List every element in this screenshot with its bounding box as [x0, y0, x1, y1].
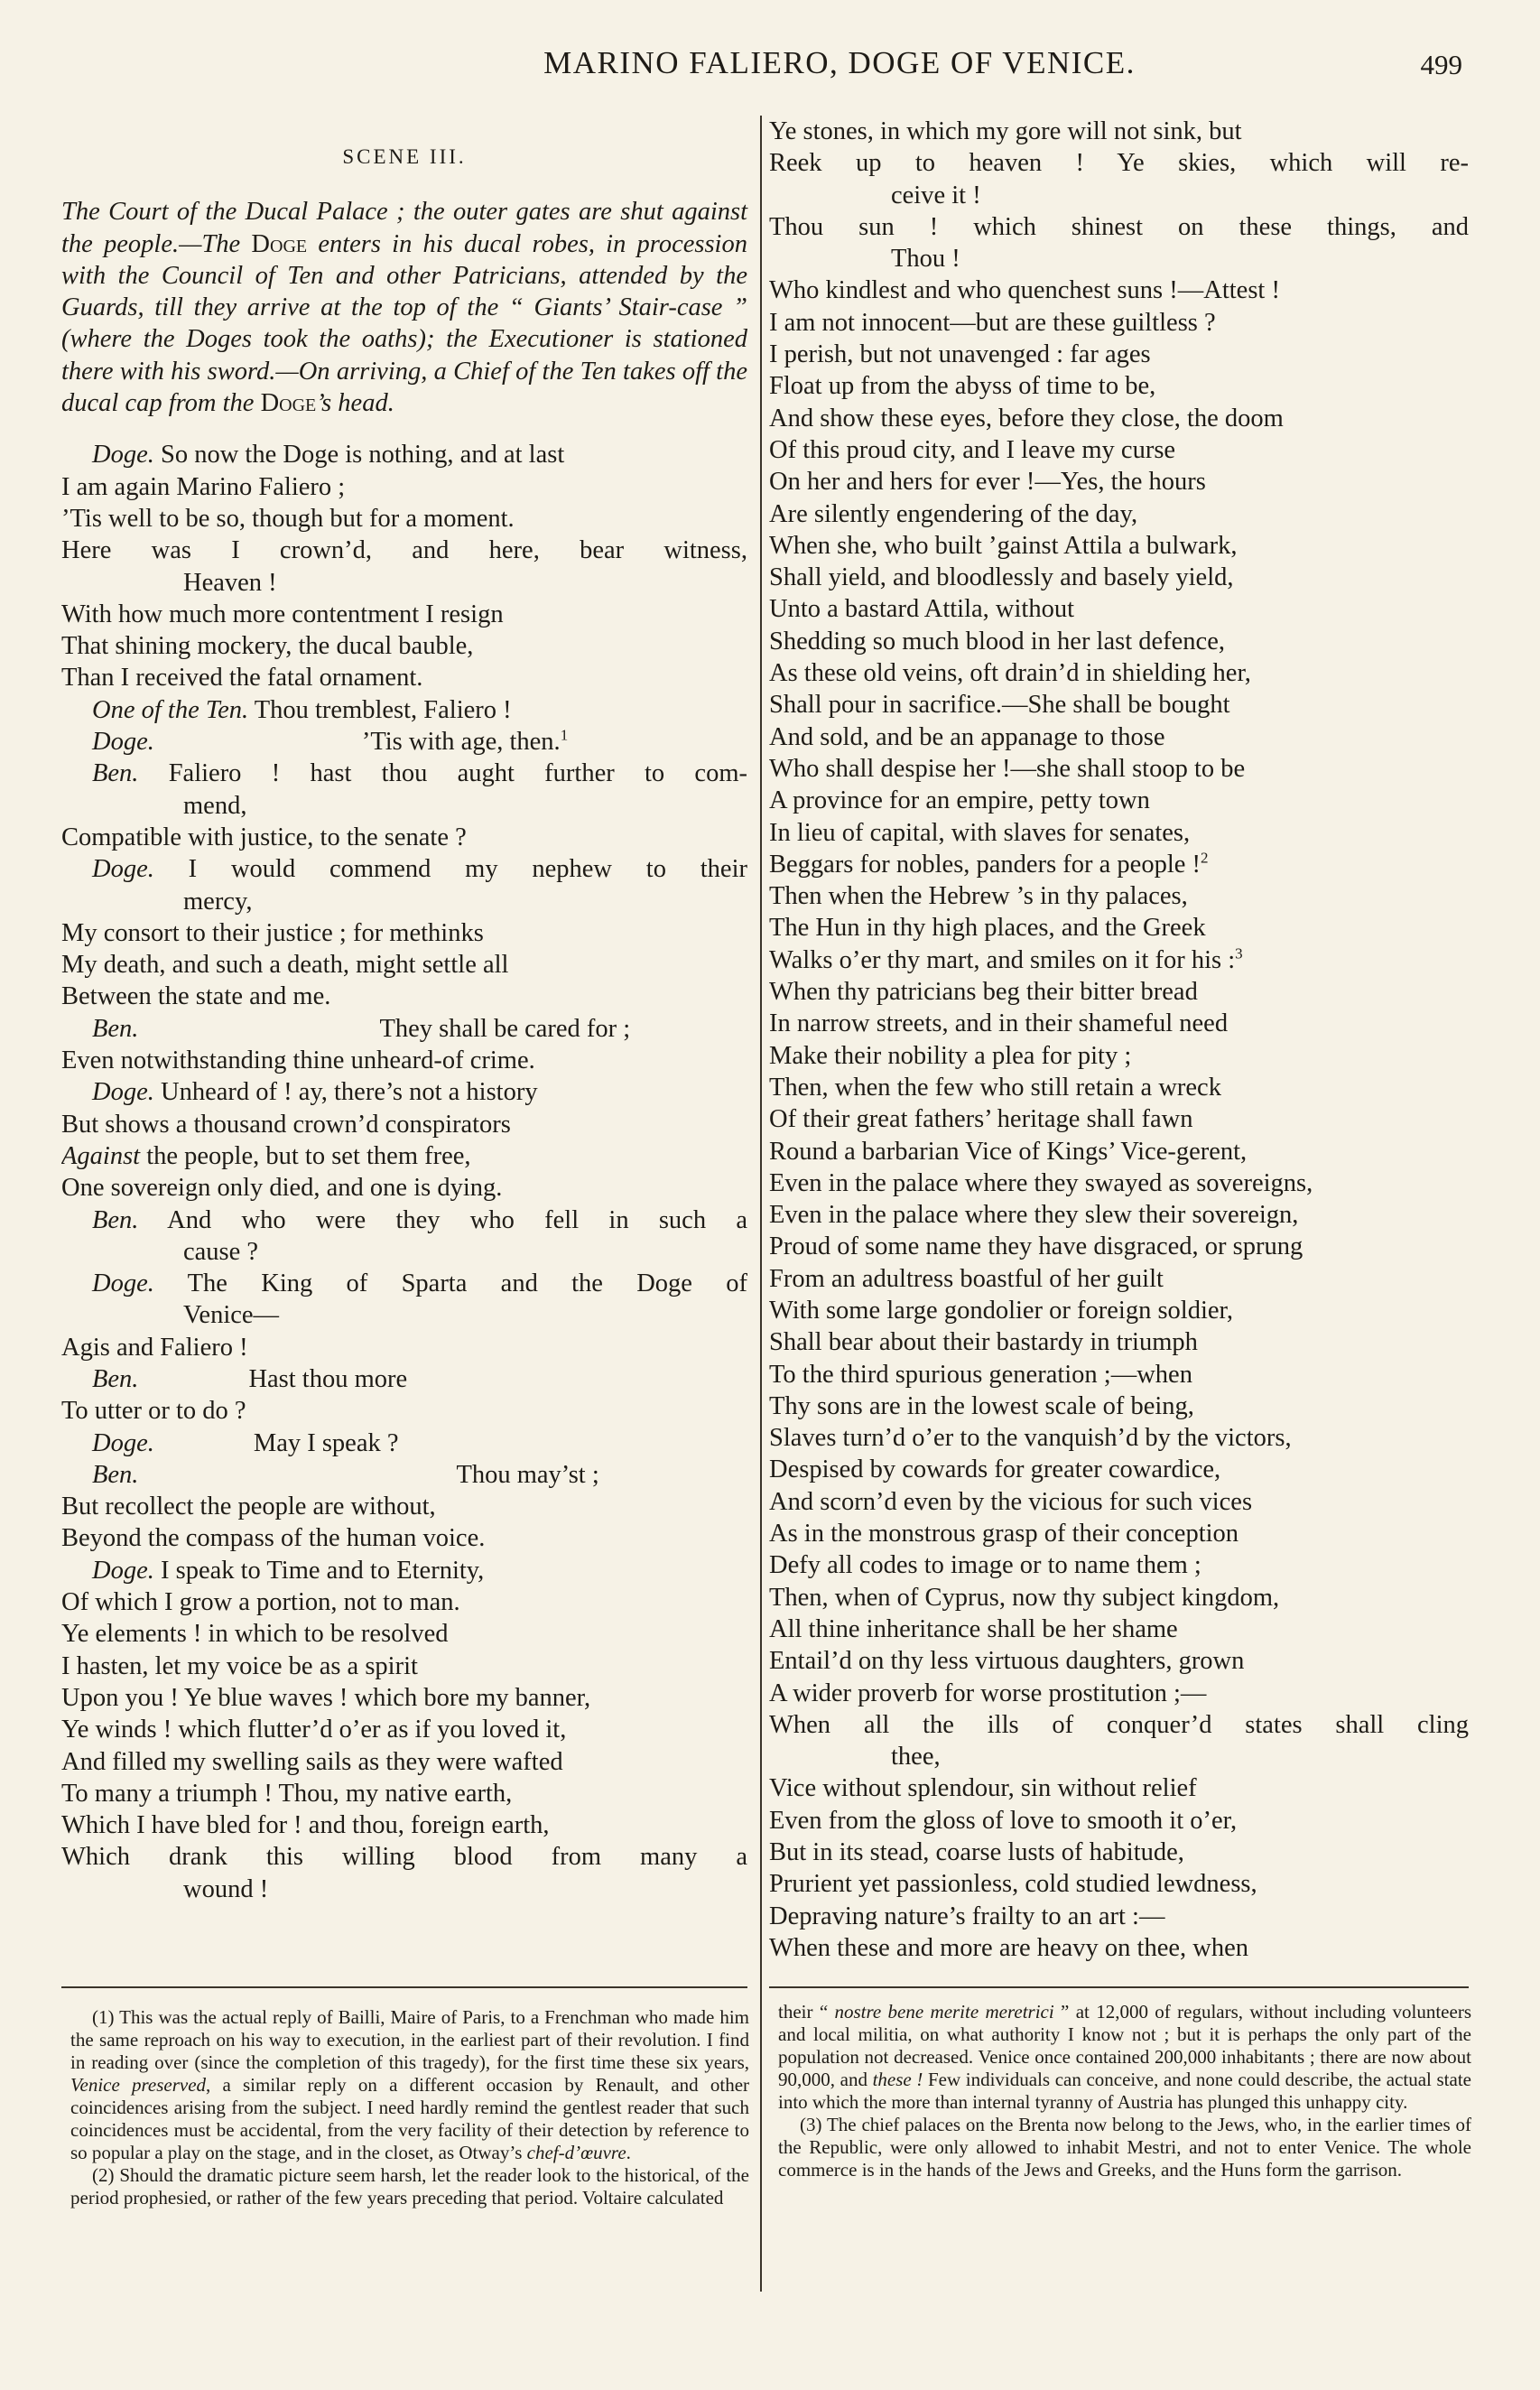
- verse-line: [61, 1299, 747, 1331]
- direction-text: The Court of the Ducal Palace ; the outer gates are shut against the people.—The: [61, 198, 747, 258]
- verse-line: [769, 1136, 1469, 1167]
- line-text: From an adultress boastful of her guilt: [769, 1264, 1164, 1293]
- verse-line: [769, 1263, 1469, 1295]
- line-text: Are silently engendering of the day,: [769, 499, 1138, 528]
- verse-line: [769, 1454, 1469, 1485]
- verse-line: [61, 630, 747, 662]
- line-text: Compatible with justice, to the senate ?: [61, 823, 467, 851]
- speaker-name: Doge.: [92, 855, 154, 884]
- verse-line: [61, 1363, 747, 1395]
- page-number: 499: [1420, 49, 1462, 80]
- verse-line: [769, 1231, 1469, 1262]
- line-text: And scorn’d even by the vicious for such vices: [769, 1487, 1253, 1516]
- line-text: I hasten, let my voice be as a spirit: [61, 1651, 418, 1680]
- verse-line: [769, 466, 1469, 498]
- line-text: Here was I crown’d, and here, bear witness,: [61, 536, 747, 565]
- speaker-name: Ben.: [92, 1364, 139, 1393]
- verse-line: [61, 790, 747, 822]
- verse-line: [769, 1678, 1469, 1709]
- verse-line: [769, 1805, 1469, 1837]
- left-verse: [61, 439, 747, 1905]
- line-text: Then, when of Cyprus, now thy subject kingdom,: [769, 1583, 1280, 1612]
- line-text: My death, and such a death, might settle all: [61, 951, 509, 980]
- line-text: A wider proverb for worse prostitution ;—: [769, 1679, 1207, 1707]
- verse-line: [769, 116, 1469, 147]
- line-text: Thou sun ! which shinest on these things, and: [769, 212, 1469, 241]
- line-text: Vice without splendour, sin without relief: [769, 1774, 1197, 1803]
- line-text: With how much more contentment I resign: [61, 600, 504, 628]
- verse-line: [769, 1008, 1469, 1039]
- line-text: Venice—: [183, 1301, 280, 1330]
- line-text: As these old veins, oft drain’d in shielding her,: [769, 659, 1251, 688]
- stage-direction: [61, 196, 747, 419]
- line-text: Between the state and me.: [61, 982, 331, 1011]
- footnote-italic: these !: [872, 2069, 923, 2090]
- verse-line: [61, 1682, 747, 1714]
- line-text: Ye elements ! in which to be resolved: [61, 1620, 449, 1649]
- line-text: But recollect the people are without,: [61, 1493, 436, 1521]
- line-text: Reek up to heaven ! Ye skies, which will re-: [769, 149, 1469, 178]
- line-text: Depraving nature’s frailty to an art :—: [769, 1902, 1165, 1930]
- line-text: But shows a thousand crown’d conspirators: [61, 1110, 511, 1139]
- line-text: Which drank this willing blood from many a: [61, 1843, 747, 1872]
- line-text: But in its stead, coarse lusts of habitude,: [769, 1838, 1184, 1867]
- line-text: A province for an empire, petty town: [769, 786, 1150, 815]
- verse-line: [61, 599, 747, 630]
- verse-line: [769, 626, 1469, 657]
- line-text: ’Tis well to be so, though but for a moment.: [61, 504, 515, 533]
- verse-line: [769, 593, 1469, 625]
- line-text: ’Tis with age, then.: [361, 728, 561, 757]
- verse-line: [61, 1651, 747, 1682]
- verse-line: [769, 274, 1469, 306]
- verse-line: [61, 471, 747, 503]
- verse-line: [769, 211, 1469, 243]
- speaker-name: Doge.: [92, 1556, 154, 1585]
- line-text: The King of Sparta and the Doge of: [153, 1269, 747, 1298]
- verse-line: [61, 535, 747, 566]
- line-text: Shedding so much blood in her last defence,: [769, 627, 1225, 656]
- footnote-marker[interactable]: 1: [560, 726, 569, 744]
- verse-line: [769, 370, 1469, 402]
- footnote-text: , a similar reply on a different occasion by Renault, and other coincidences arising from the subject. I need hardly remind the gentlest reader that such coincidences must be accidental, from the very facility of their detection by reference to so popular a play on the stage, and in the closet, as Otway’s: [70, 2074, 750, 2163]
- right-column: [769, 116, 1469, 1964]
- line-text: And who were they who fell in such a: [138, 1205, 747, 1234]
- verse-line: [61, 949, 747, 981]
- speaker-name: Doge.: [92, 441, 154, 470]
- footnote-rule-left: [61, 1986, 747, 1988]
- line-text: Then when the Hebrew ’s in thy palaces,: [769, 882, 1188, 911]
- line-text: Make their nobility a plea for pity ;: [769, 1041, 1132, 1070]
- verse-line: [769, 434, 1469, 466]
- left-column: [61, 116, 747, 1905]
- line-text: And show these eyes, before they close, the doom: [769, 404, 1284, 432]
- verse-line: [61, 1841, 747, 1873]
- line-text: The Hun in thy high places, and the Greek: [769, 914, 1206, 943]
- line-text: Ye winds ! which flutter’d o’er as if you loved it,: [61, 1716, 567, 1744]
- speaker-name: Ben.: [92, 1460, 139, 1489]
- verse-line: [769, 1549, 1469, 1581]
- line-text: cause ?: [183, 1237, 259, 1266]
- verse-line: [769, 562, 1469, 593]
- footnote-text: Few individuals can conceive, and none could describe, the actual state into which the more than internal tyranny of Austria has plunged this unhappy city.: [778, 2069, 1471, 2113]
- line-text: Round a barbarian Vice of Kings’ Vice-gerent,: [769, 1137, 1248, 1166]
- speaker-name: Doge.: [92, 1428, 154, 1457]
- verse-line: [769, 1932, 1469, 1964]
- line-text: ceive it !: [891, 181, 981, 209]
- verse-line: [769, 1486, 1469, 1518]
- verse-line: [61, 1809, 747, 1841]
- line-text: Agis and Faliero !: [61, 1333, 248, 1362]
- line-text: Thy sons are in the lowest scale of being,: [769, 1391, 1194, 1420]
- footnote-italic: chef-d’œuvre: [526, 2142, 626, 2163]
- line-text: Entail’d on thy less virtuous daughters, grown: [769, 1647, 1245, 1676]
- speaker-name: Doge.: [92, 728, 154, 757]
- line-text: I speak to Time and to Eternity,: [153, 1556, 485, 1585]
- verse-line: [769, 912, 1469, 944]
- line-text: When these and more are heavy on thee, when: [769, 1933, 1248, 1962]
- verse-line: [61, 981, 747, 1012]
- verse-line: [769, 1326, 1469, 1358]
- line-text: Then, when the few who still retain a wreck: [769, 1073, 1221, 1102]
- verse-line: [769, 1837, 1469, 1868]
- line-text: Beyond the compass of the human voice.: [61, 1524, 486, 1553]
- verse-line: [61, 1332, 747, 1363]
- speaker-name: Ben.: [92, 759, 139, 788]
- footnote-text: .: [626, 2142, 631, 2163]
- line-text: That shining mockery, the ducal bauble,: [61, 632, 474, 661]
- line-text: Of their great fathers’ heritage shall fawn: [769, 1105, 1193, 1134]
- line-text: Shall bear about their bastardy in triumph: [769, 1328, 1198, 1357]
- verse-line: [61, 1491, 747, 1522]
- verse-line: [61, 726, 747, 758]
- footnote: [70, 2006, 749, 2164]
- footnote-text: (1) This was the actual reply of Bailli, Maire of Paris, to a Frenchman who made him the same reproach on his way to execution, in the earliest part of their revolution. I find in reading over (since the completion of this tragedy), for the first time these six years,: [70, 2006, 749, 2073]
- line-text: My consort to their justice ; for methinks: [61, 918, 484, 947]
- line-text: To many a triumph ! Thou, my native earth,: [61, 1779, 513, 1808]
- verse-line: [61, 662, 747, 693]
- verse-line: [61, 1778, 747, 1809]
- line-text: mercy,: [183, 887, 253, 916]
- speaker-name: One of the Ten.: [92, 695, 249, 724]
- verse-line: [769, 721, 1469, 753]
- line-text: All thine inheritance shall be her shame: [769, 1614, 1178, 1643]
- line-text: As in the monstrous grasp of their conception: [769, 1520, 1239, 1548]
- line-text: Slaves turn’d o’er to the vanquish’d by the victors,: [769, 1424, 1292, 1453]
- verse-line: [61, 1586, 747, 1618]
- speaker-name: Ben.: [92, 1014, 139, 1043]
- verse-line: [769, 1772, 1469, 1804]
- line-text: Of this proud city, and I leave my curse: [769, 435, 1176, 464]
- column-divider: [760, 116, 762, 2292]
- verse-line: [61, 1236, 747, 1268]
- footnote: [70, 2164, 749, 2209]
- verse-line: [769, 530, 1469, 562]
- line-text: Thou !: [891, 245, 960, 274]
- verse-line: [61, 917, 747, 949]
- verse-line: [769, 944, 1469, 976]
- verse-line: [61, 1618, 747, 1650]
- line-text: When all the ills of conquer’d states shall cling: [769, 1710, 1469, 1739]
- line-text: One sovereign only died, and one is dying.: [61, 1174, 503, 1203]
- speaker-name: Ben.: [92, 1205, 139, 1234]
- footnote: [778, 2114, 1471, 2181]
- verse-line: [61, 853, 747, 885]
- running-title: MARINO FALIERO, DOGE OF VENICE.: [543, 45, 1136, 80]
- line-text: Unto a bastard Attila, without: [769, 595, 1074, 624]
- verse-line: [61, 758, 747, 789]
- verse-line: [769, 498, 1469, 530]
- line-text: I perish, but not unavenged : far ages: [769, 340, 1151, 369]
- verse-line: [769, 1359, 1469, 1390]
- verse-line: [61, 1172, 747, 1204]
- line-text: Even in the palace where they slew their sovereign,: [769, 1201, 1299, 1230]
- verse-line: [769, 1645, 1469, 1677]
- verse-line: [61, 1555, 747, 1586]
- verse-line: [769, 1295, 1469, 1326]
- footnote-rule-right: [769, 1986, 1469, 1988]
- direction-text: enters in his ducal robes, in procession with the Council of Ten and other Patricians, attended by the Guards, till they arrive at the top of the “ Giants’ Stair-case ” (where the Doges took the oaths); the Executioner is stationed there with his sword.—On arriving, a Chief of the Ten takes off the ducal cap from the: [61, 229, 747, 418]
- line-text: To the third spurious generation ;—when: [769, 1360, 1192, 1389]
- footnote-marker[interactable]: 3: [1235, 944, 1243, 963]
- verse-line: [769, 817, 1469, 849]
- line-text: I am again Marino Faliero ;: [61, 472, 346, 501]
- line-text: Shall yield, and bloodlessly and basely yield,: [769, 563, 1234, 592]
- verse-line: [769, 880, 1469, 912]
- verse-line: [61, 503, 747, 535]
- verse-line: [769, 339, 1469, 370]
- line-text: wound !: [183, 1874, 269, 1903]
- verse-line: [61, 1013, 747, 1045]
- verse-line: [769, 1072, 1469, 1103]
- line-text: Unheard of ! ay, there’s not a history: [153, 1078, 538, 1107]
- verse-line: [769, 1901, 1469, 1932]
- footnote-text: ” at 12,000 of regulars, without including volunteers and local militia, on what authority I know not ; but it is perhaps the only part of the population not decreased. Venice once contained 200,000 inhabitants ; there are now about 90,000, and: [778, 2001, 1471, 2090]
- verse-line: [769, 180, 1469, 211]
- line-text: When she, who built ’gainst Attila a bulwark,: [769, 531, 1238, 560]
- verse-line: [769, 1741, 1469, 1772]
- verse-line: [61, 1522, 747, 1554]
- verse-line: [61, 1746, 747, 1778]
- verse-line: [769, 657, 1469, 689]
- speaker-name: Against: [61, 1141, 141, 1170]
- line-text: Float up from the abyss of time to be,: [769, 372, 1156, 401]
- verse-line: [61, 439, 747, 470]
- line-text: Of which I grow a portion, not to man.: [61, 1588, 460, 1617]
- line-text: Hast thou more: [248, 1364, 408, 1393]
- footnote-marker[interactable]: 2: [1201, 849, 1209, 867]
- line-text: And filled my swelling sails as they were wafted: [61, 1747, 563, 1776]
- verse-line: [61, 1427, 747, 1459]
- page-header: [54, 45, 1462, 90]
- line-text: Heaven !: [183, 568, 277, 597]
- verse-line: [61, 1076, 747, 1108]
- line-text: Beggars for nobles, panders for a people !: [769, 850, 1201, 879]
- verse-line: [61, 1268, 747, 1299]
- verse-line: [61, 822, 747, 853]
- line-text: I would commend my nephew to their: [153, 855, 747, 884]
- verse-line: [769, 753, 1469, 785]
- verse-line: [61, 1204, 747, 1236]
- footnote-italic: Venice preserved: [70, 2074, 207, 2096]
- line-text: Prurient yet passionless, cold studied lewdness,: [769, 1870, 1257, 1899]
- verse-line: [769, 243, 1469, 274]
- verse-line: [769, 1103, 1469, 1135]
- verse-line: [769, 1868, 1469, 1900]
- line-text: They shall be cared for ;: [379, 1014, 631, 1043]
- verse-line: [61, 886, 747, 917]
- line-text: Defy all codes to image or to name them ;: [769, 1551, 1201, 1580]
- line-text: When thy patricians beg their bitter bread: [769, 978, 1198, 1007]
- verse-line: [61, 1045, 747, 1076]
- line-text: May I speak ?: [253, 1428, 399, 1457]
- verse-line: [769, 1709, 1469, 1741]
- line-text: And sold, and be an appanage to those: [769, 722, 1165, 751]
- verse-line: [769, 976, 1469, 1008]
- line-text: Than I received the fatal ornament.: [61, 664, 423, 693]
- line-text: Which I have bled for ! and thou, foreign earth,: [61, 1811, 550, 1840]
- verse-line: [769, 403, 1469, 434]
- line-text: Ye stones, in which my gore will not sink, but: [769, 117, 1242, 145]
- verse-line: [769, 307, 1469, 339]
- line-text: Upon you ! Ye blue waves ! which bore my banner,: [61, 1683, 591, 1712]
- speaker-name: Doge.: [92, 1078, 154, 1107]
- speaker-name: Doge.: [92, 1269, 154, 1298]
- verse-line: [769, 1422, 1469, 1454]
- verse-line: [769, 1199, 1469, 1231]
- footnote-text: (3) The chief palaces on the Brenta now belong to the Jews, who, in the earlier times of the Republic, were only allowed to inhabit Mestri, and not to enter Venice. The whole commerce is in the hands of the Jews and Greeks, and the Huns form the garrison.: [778, 2114, 1471, 2181]
- footnote-text: their “: [778, 2001, 835, 2023]
- line-text: Even from the gloss of love to smooth it o’er,: [769, 1806, 1238, 1835]
- line-text: With some large gondolier or foreign soldier,: [769, 1296, 1234, 1325]
- speaker-name-smallcaps: Doge: [260, 389, 317, 418]
- line-text: On her and hers for ever !—Yes, the hours: [769, 468, 1206, 497]
- verse-line: [769, 785, 1469, 816]
- line-text: mend,: [183, 791, 247, 820]
- line-text: In lieu of capital, with slaves for senates,: [769, 818, 1191, 847]
- verse-line: [769, 689, 1469, 721]
- right-verse: [769, 116, 1469, 1964]
- footnotes-left: [70, 2006, 749, 2209]
- line-text: Who kindlest and who quenchest suns !—Attest !: [769, 276, 1280, 305]
- verse-line: [769, 1040, 1469, 1072]
- verse-line: [769, 1518, 1469, 1549]
- line-text: To utter or to do ?: [61, 1397, 246, 1426]
- line-text: Even in the palace where they swayed as sovereigns,: [769, 1168, 1313, 1197]
- line-text: Even notwithstanding thine unheard-of crime.: [61, 1046, 535, 1075]
- line-text: Proud of some name they have disgraced, or sprung: [769, 1232, 1303, 1261]
- line-text: So now the Doge is nothing, and at last: [153, 441, 565, 470]
- line-text: Thou tremblest, Faliero !: [248, 695, 512, 724]
- line-text: Faliero ! hast thou aught further to com-: [138, 759, 747, 788]
- verse-line: [61, 694, 747, 726]
- verse-line: [769, 1167, 1469, 1199]
- verse-line: [769, 849, 1469, 880]
- verse-line: [769, 1582, 1469, 1613]
- line-text: In narrow streets, and in their shameful need: [769, 1009, 1229, 1038]
- verse-line: [769, 1613, 1469, 1645]
- verse-line: [61, 1395, 747, 1427]
- speaker-name-smallcaps: Doge: [251, 229, 308, 258]
- verse-line: [61, 1874, 747, 1905]
- footnotes-right: [778, 2001, 1471, 2181]
- line-text: the people, but to set them free,: [140, 1141, 471, 1170]
- line-text: thee,: [891, 1743, 941, 1772]
- direction-text: ’s head.: [316, 389, 394, 418]
- verse-line: [769, 1390, 1469, 1422]
- footnote: [778, 2001, 1471, 2114]
- verse-line: [61, 1714, 747, 1745]
- footnote-italic: nostre bene merite meretrici: [834, 2001, 1054, 2023]
- line-text: Walks o’er thy mart, and smiles on it for his :: [769, 945, 1236, 974]
- verse-line: [61, 1140, 747, 1172]
- line-text: I am not innocent—but are these guiltless ?: [769, 308, 1216, 337]
- verse-line: [61, 1459, 747, 1491]
- footnote-text: (2) Should the dramatic picture seem harsh, let the reader look to the historical, of the period prophesied, or rather of the few years preceding that period. Voltaire calculated: [70, 2164, 749, 2209]
- verse-line: [769, 147, 1469, 179]
- scene-heading: SCENE III.: [342, 145, 467, 168]
- line-text: Despised by cowards for greater cowardice,: [769, 1455, 1221, 1484]
- line-text: Thou may’st ;: [456, 1460, 599, 1489]
- line-text: Shall pour in sacrifice.—She shall be bought: [769, 691, 1230, 720]
- line-text: Who shall despise her !—she shall stoop to be: [769, 754, 1246, 783]
- verse-line: [61, 1109, 747, 1140]
- verse-line: [61, 567, 747, 599]
